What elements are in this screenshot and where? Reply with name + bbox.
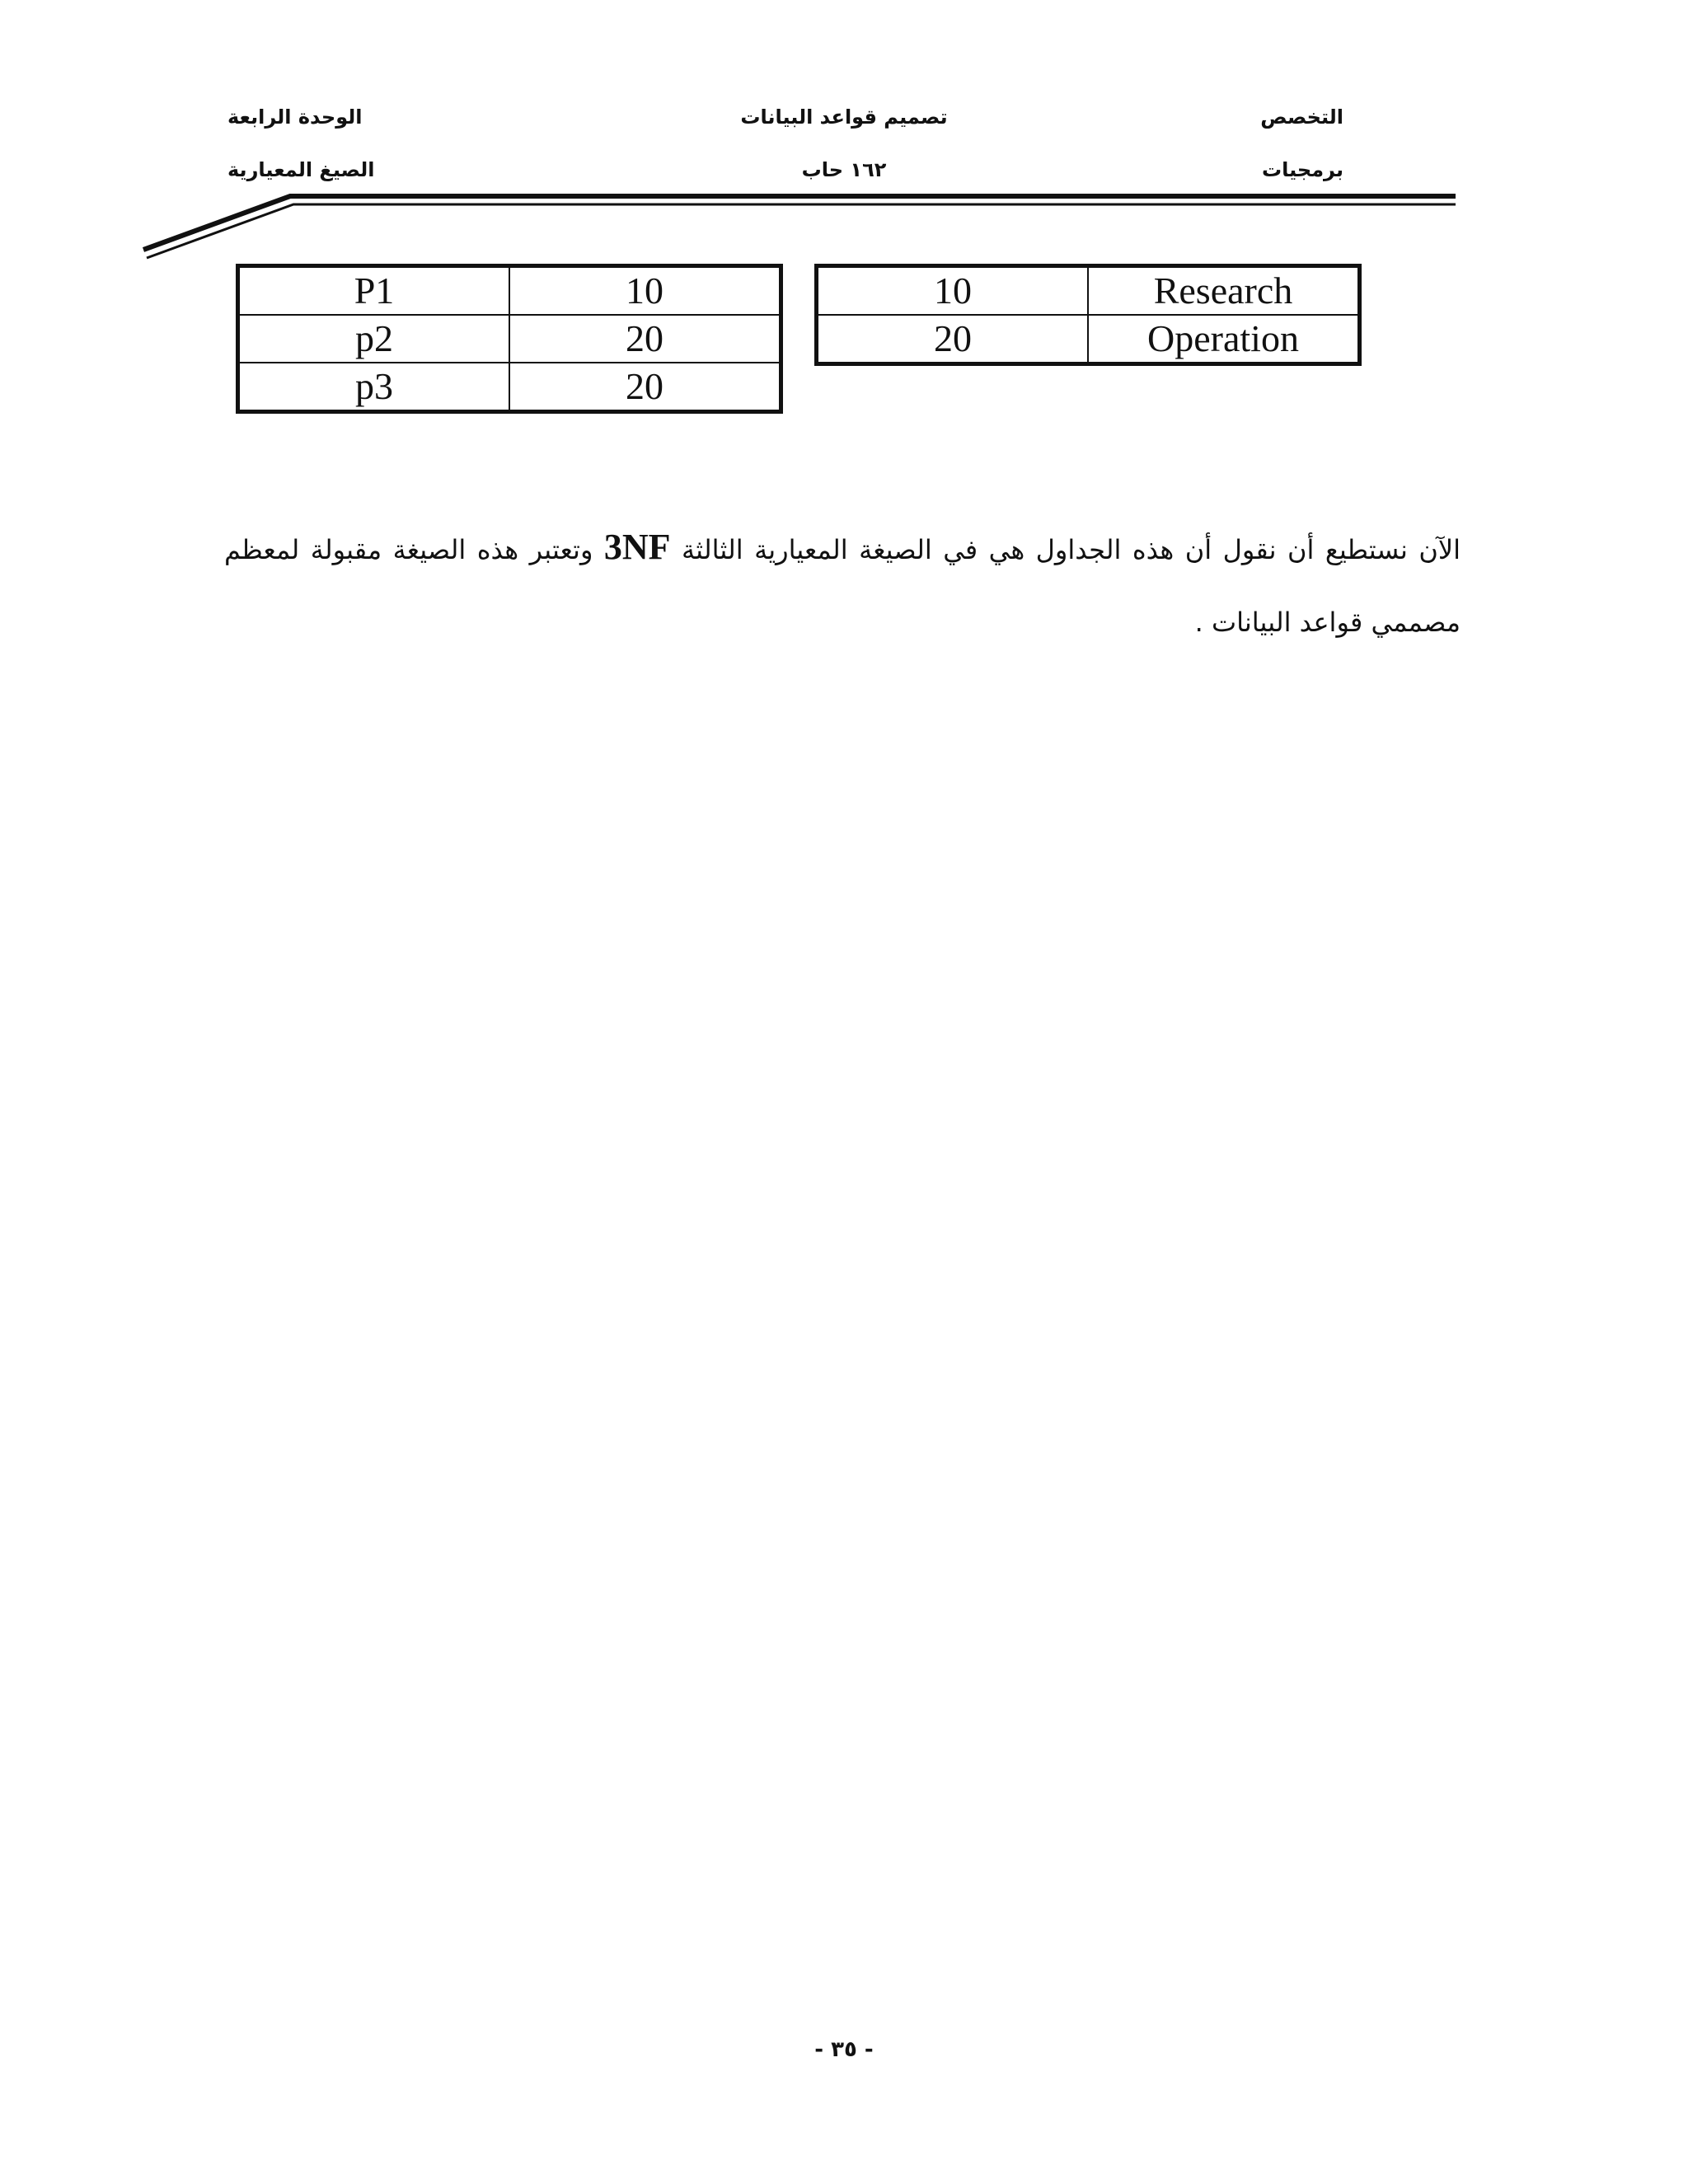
table-cell: P1	[238, 266, 510, 316]
paragraph-text: الآن نستطيع أن نقول أن هذه الجداول هي في الصيغة المعيارية الثالثة	[670, 534, 1461, 565]
table-row	[238, 266, 781, 316]
table-cell: 20	[509, 315, 781, 363]
table-cell: p2	[238, 315, 510, 363]
header-specialization-value: برمجيات	[1261, 158, 1343, 181]
table-cell: 20	[509, 363, 781, 412]
right-table	[814, 264, 1362, 366]
table-row	[238, 363, 781, 412]
header-unit-subtitle: الصيغ المعيارية	[227, 158, 375, 181]
paragraph-text-end: وتعتبر هذه الصيغة مقبولة لمعظم مصممي قواعد البيانات .	[224, 534, 1461, 638]
table-row	[817, 266, 1360, 316]
header-specialization-label: التخصص	[1260, 105, 1343, 129]
table-cell: Operation	[1088, 315, 1360, 364]
table-cell: 20	[817, 315, 1089, 364]
left-table	[236, 264, 783, 414]
body-paragraph	[224, 511, 1461, 658]
table-cell: 10	[509, 266, 781, 316]
table-row	[238, 315, 781, 363]
header-unit-title: الوحدة الرابعة	[227, 105, 363, 129]
header-rule	[0, 0, 1688, 272]
table-cell: Research	[1088, 266, 1360, 316]
header-course-code: ١٦٢ حاب	[801, 158, 887, 181]
table-row	[817, 315, 1360, 364]
paragraph-3nf: 3NF	[603, 527, 671, 567]
table-cell: 10	[817, 266, 1089, 316]
page-number: - ٣٥ -	[814, 2037, 874, 2062]
header-course-title: تصميم قواعد البيانات	[740, 105, 948, 129]
table-cell: p3	[238, 363, 510, 412]
